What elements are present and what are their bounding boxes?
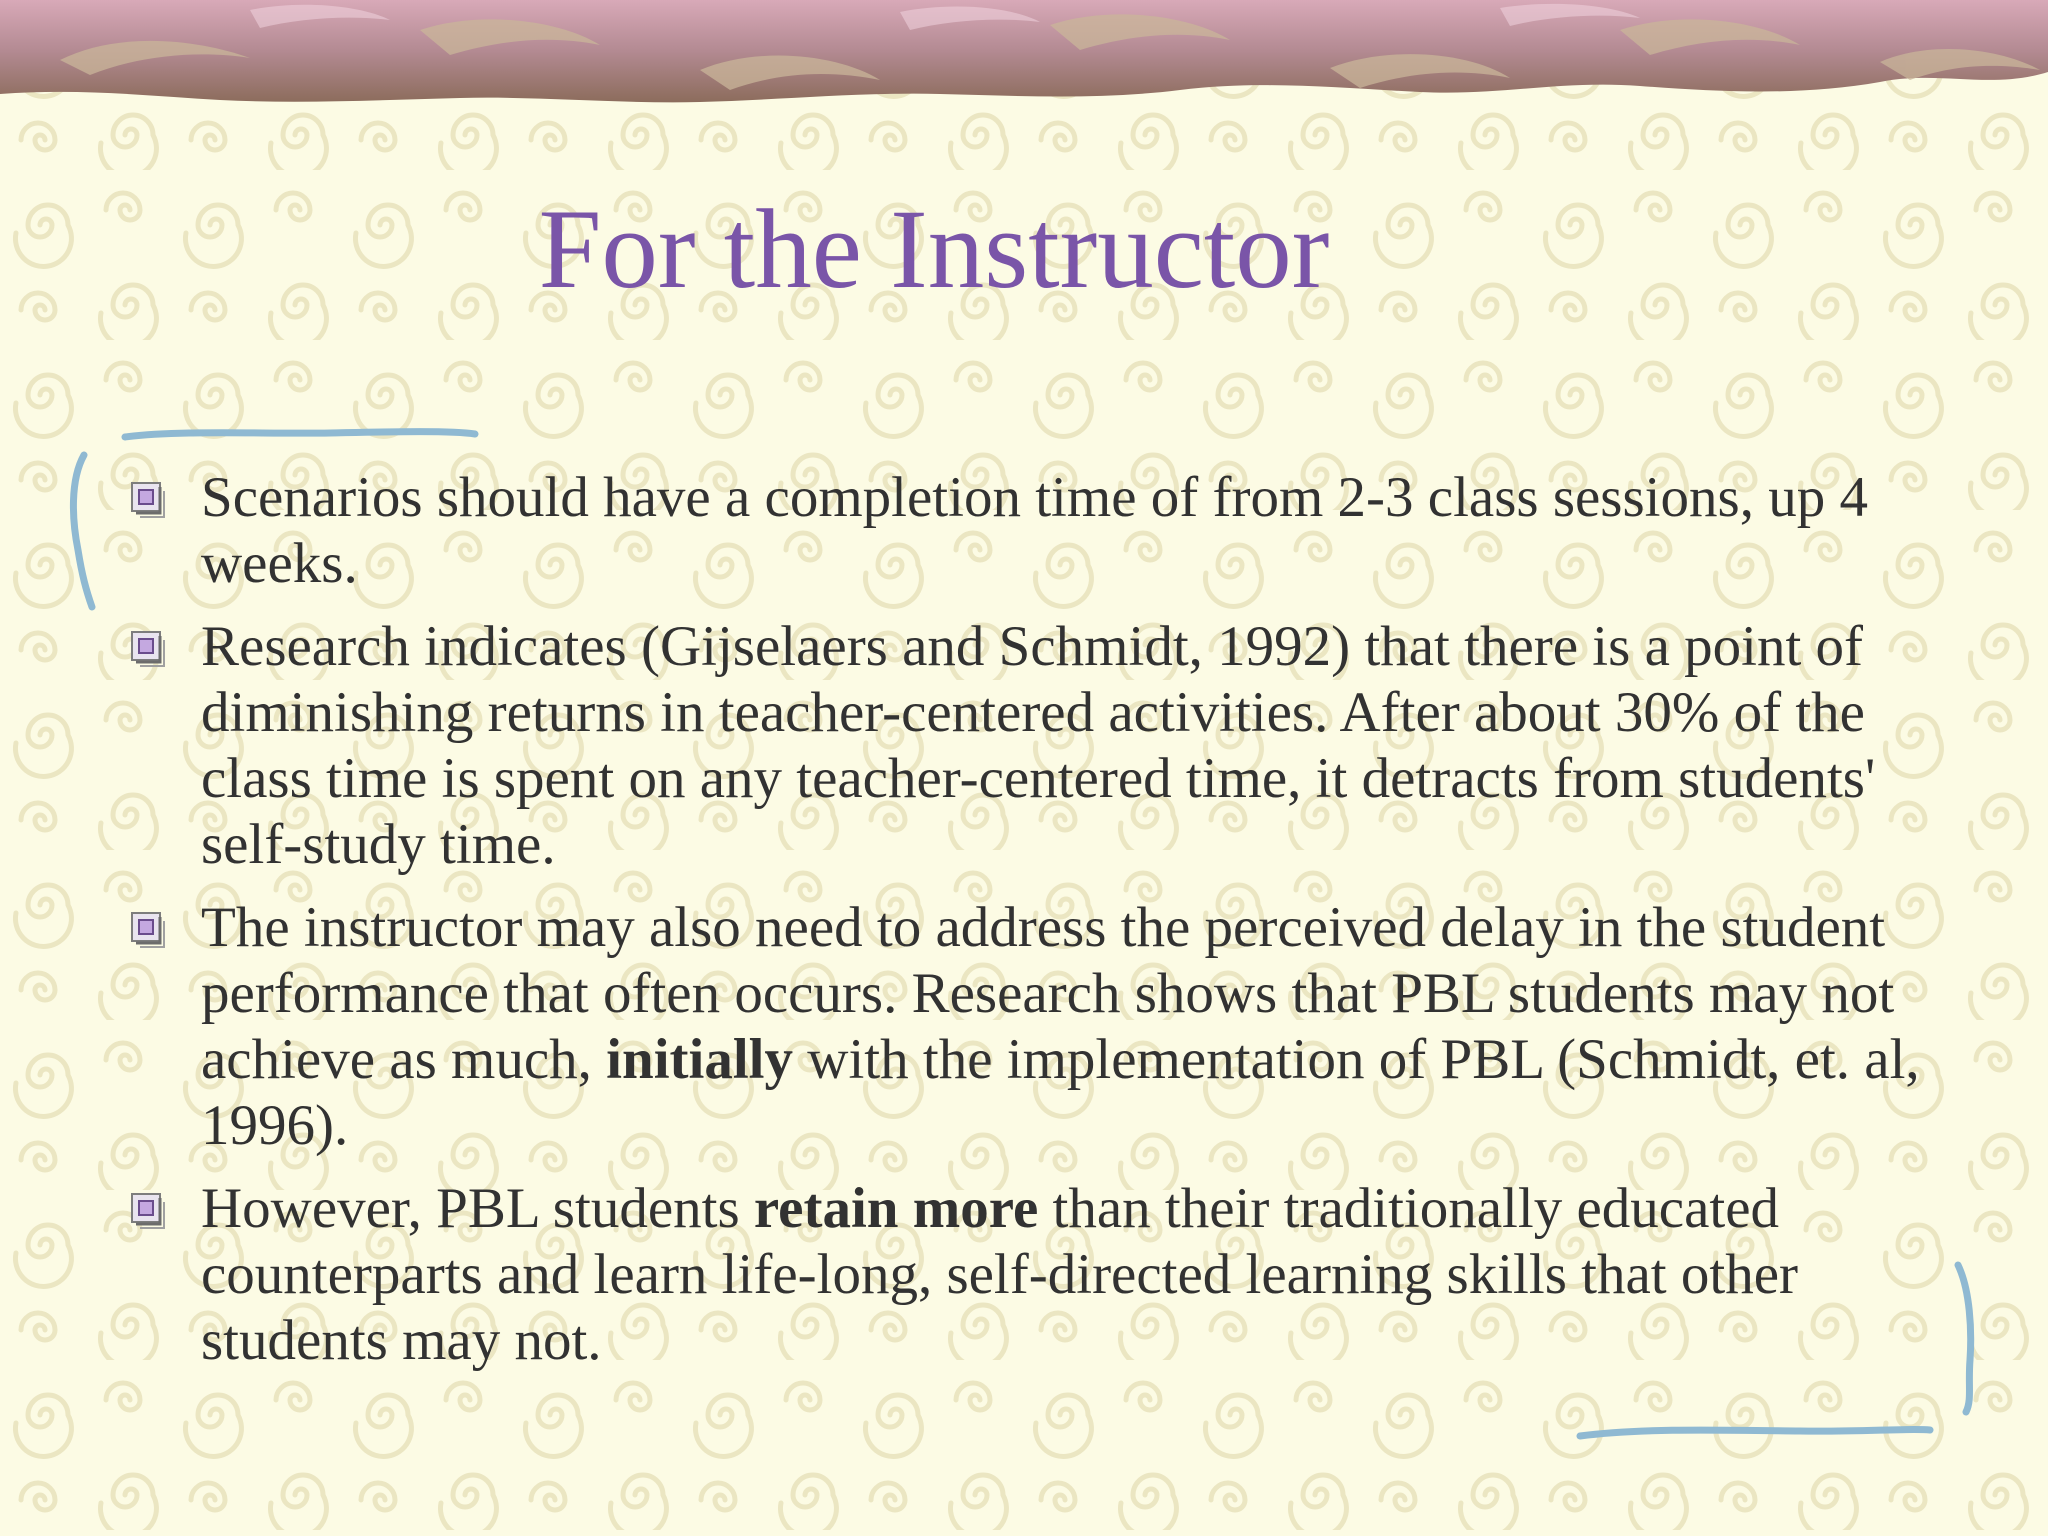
bullet-2-text: Research indicates (Gijselaers and Schmidt, 1992) that there is a point of diminishing returns in teacher-centered activities. After about 30% of the class time is spent on any teacher-centered time, it detracts from students' self-study time. bbox=[201, 615, 1876, 876]
slide-title: For the Instructor bbox=[538, 187, 1330, 312]
bullet-item bbox=[128, 614, 1958, 878]
bullet-3-text-end: with the implementation of PBL (Schmidt, et. al, 1996). bbox=[201, 1028, 1920, 1157]
bullet-item bbox=[128, 1176, 1958, 1374]
bullet-4-text: However, PBL students bbox=[201, 1177, 754, 1240]
bullet-3-emphasis: initially bbox=[606, 1028, 794, 1091]
square-bullet-icon bbox=[130, 909, 174, 949]
square-bullet-icon bbox=[130, 628, 174, 668]
bullet-1-text: Scenarios should have a completion time of from 2-3 class sessions, up 4 weeks. bbox=[201, 466, 1868, 595]
bullet-item bbox=[128, 895, 1958, 1159]
bullet-3-text: The instructor may also need to address the perceived delay in the student performance that often occurs. Research shows that PBL students may not achieve as much, bbox=[201, 896, 1895, 1091]
bullet-4-text-end: than their traditionally educated counterparts and learn life-long, self-directed learning skills that other students may not. bbox=[201, 1177, 1799, 1372]
decorative-top-banner bbox=[0, 0, 2048, 120]
square-bullet-icon bbox=[130, 1190, 174, 1230]
bullet-list bbox=[128, 465, 1958, 1391]
square-bullet-icon bbox=[130, 479, 174, 519]
bullet-item bbox=[128, 465, 1958, 597]
bullet-4-emphasis: retain more bbox=[753, 1177, 1039, 1240]
